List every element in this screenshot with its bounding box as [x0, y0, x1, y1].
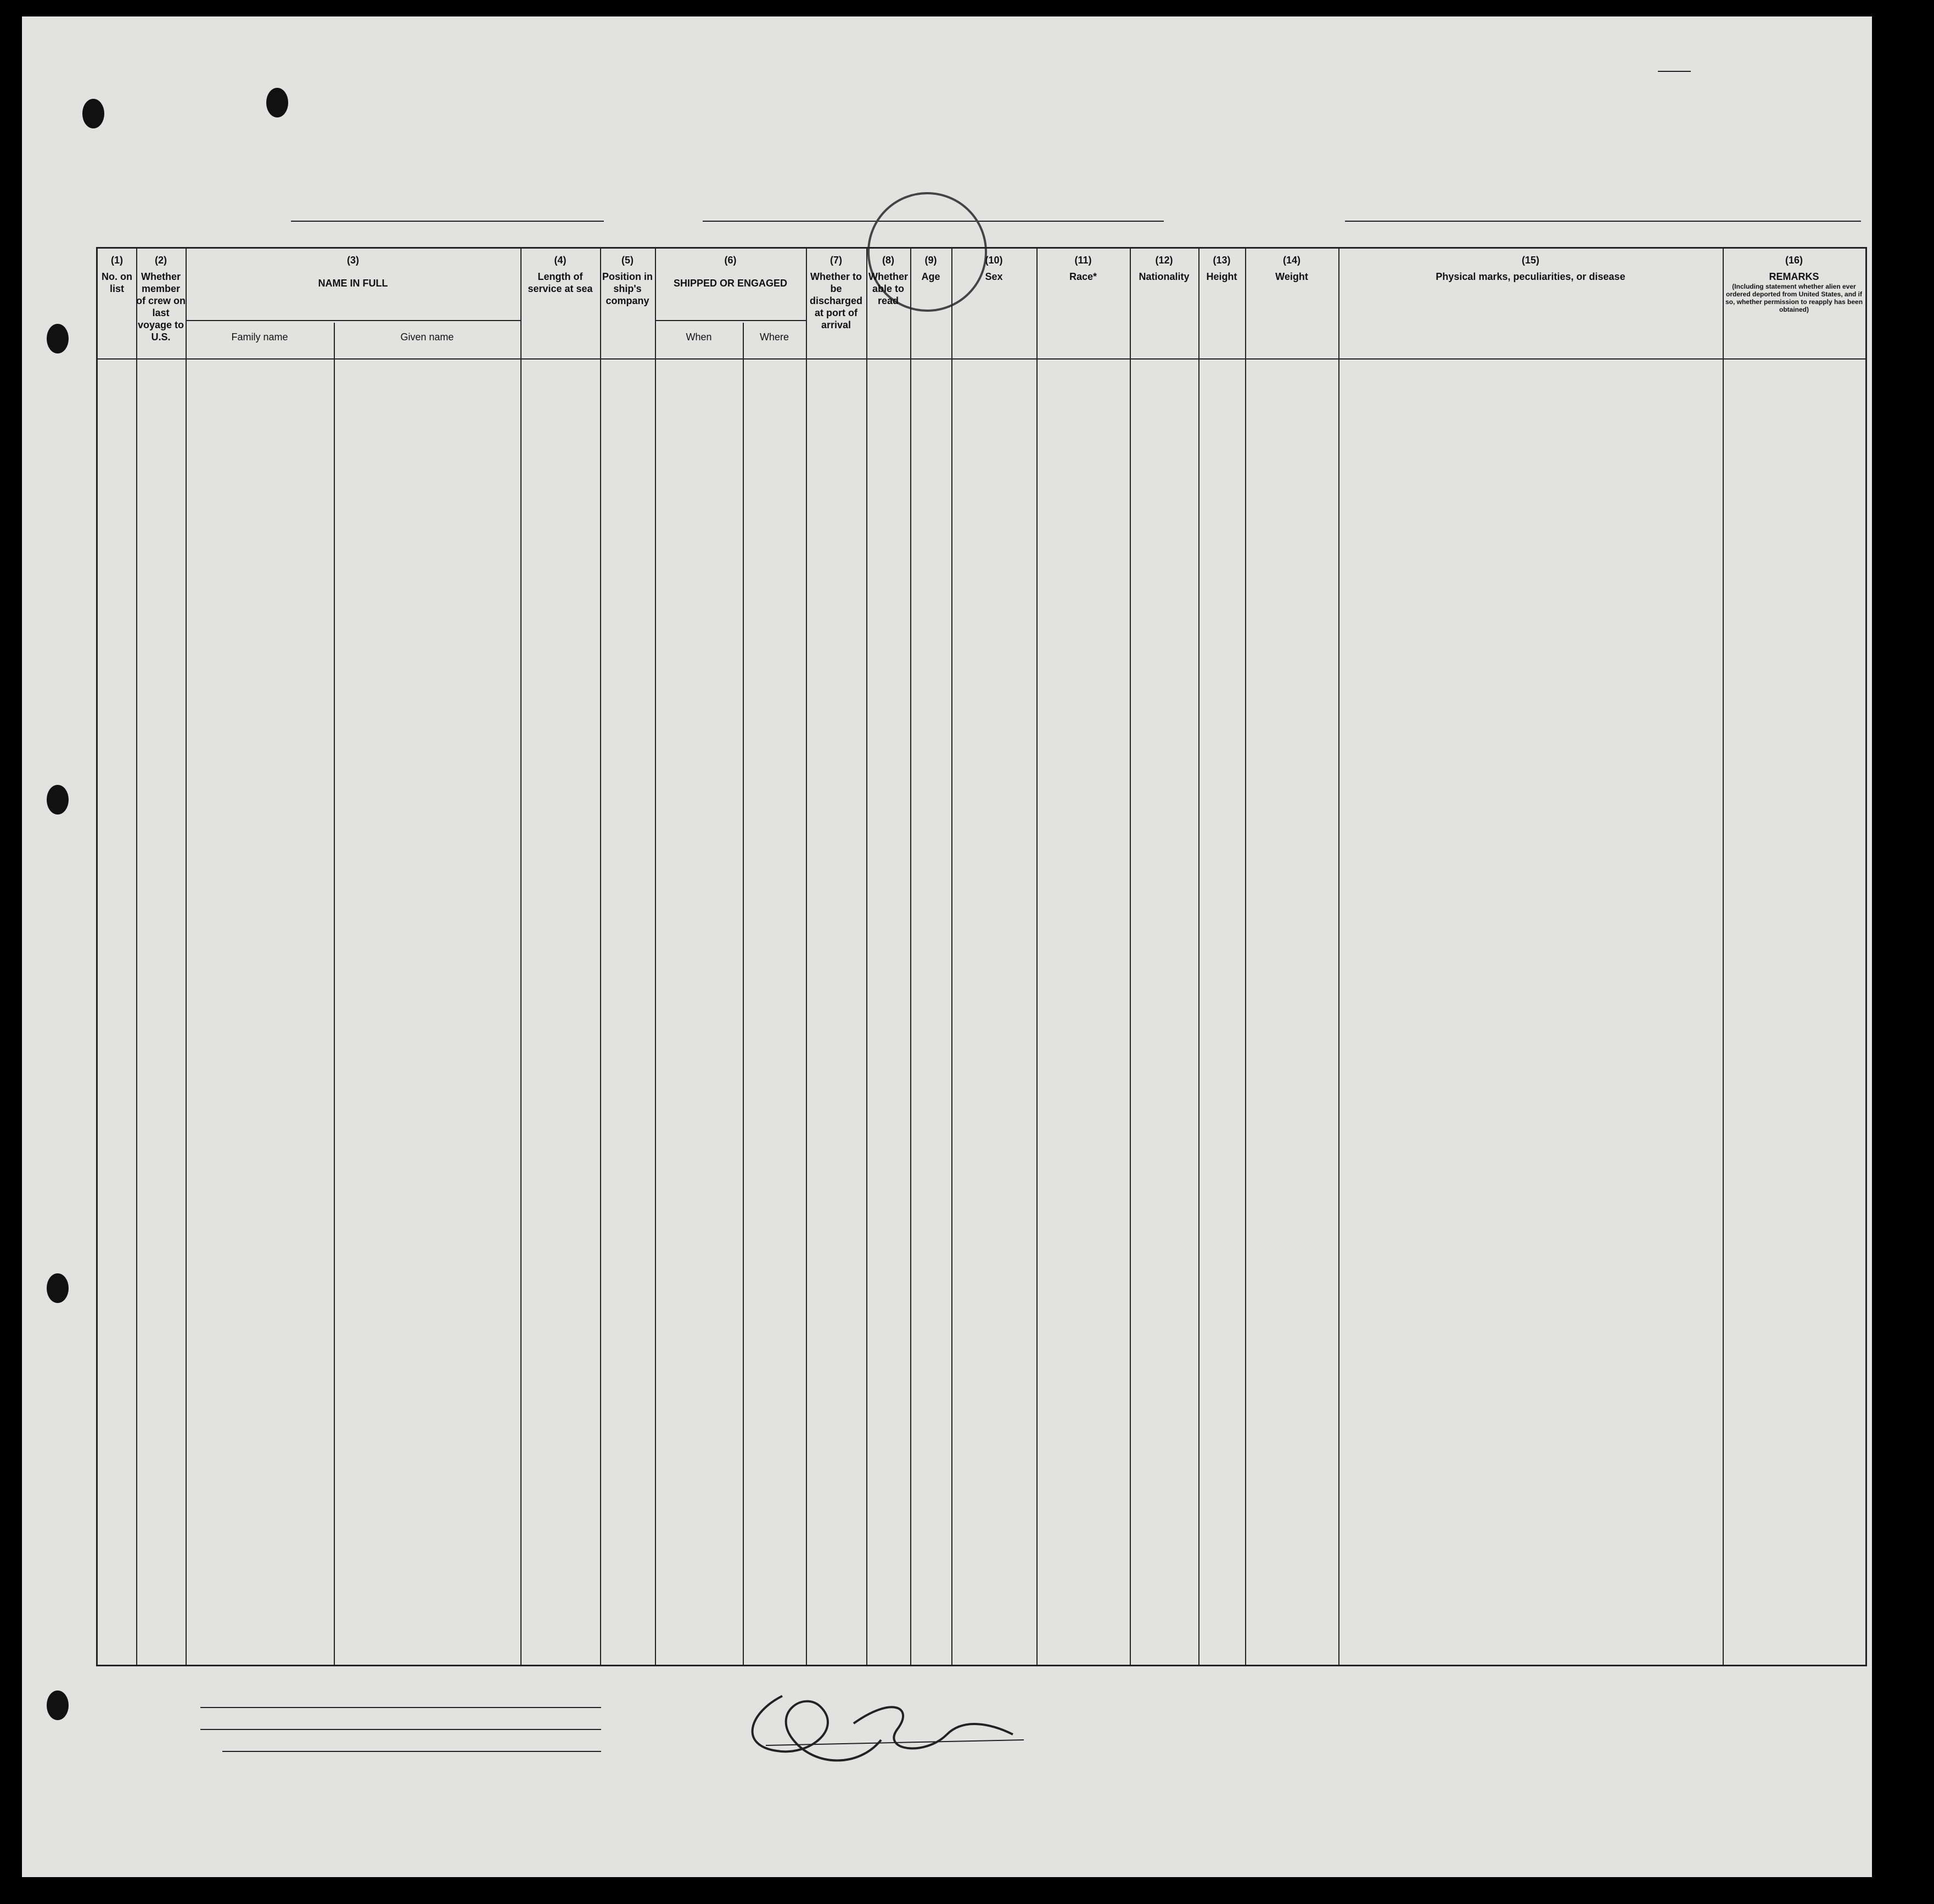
column-label: Sex — [985, 271, 1003, 282]
column-header — [136, 254, 186, 343]
column-header — [600, 254, 655, 307]
column-sublabel: When — [686, 332, 712, 342]
column-header — [520, 254, 600, 295]
column-label: REMARKS — [1769, 271, 1819, 282]
column-sublabel: Given name — [400, 332, 454, 342]
column-header — [1723, 254, 1865, 313]
column-number: (2) — [155, 255, 167, 266]
column-header — [655, 254, 806, 289]
column-header — [1338, 254, 1723, 283]
column-label: Whether member of crew on last voyage to U.S. — [136, 271, 186, 342]
manifest-sheet — [22, 16, 1872, 1877]
column-header — [806, 254, 866, 331]
column-label: Whether to be discharged at port of arrival — [809, 271, 863, 330]
column-header — [1036, 254, 1130, 283]
column-label: Whether able to read — [868, 271, 908, 306]
column-header — [1130, 254, 1198, 283]
punch-hole — [47, 785, 69, 815]
vessel-info-row — [104, 198, 1861, 231]
column-number: (13) — [1213, 255, 1231, 266]
column-header — [1198, 254, 1245, 283]
column-header — [186, 254, 520, 289]
column-label: Race* — [1069, 271, 1097, 282]
column-number: (3) — [347, 255, 359, 266]
column-number: (15) — [1521, 255, 1539, 266]
column-number: (16) — [1785, 255, 1803, 266]
column-number: (6) — [724, 255, 737, 266]
inspector-signature — [716, 1674, 1057, 1784]
column-number: (10) — [985, 255, 1003, 266]
column-label: Position in ship's company — [602, 271, 653, 306]
punch-hole — [47, 1273, 69, 1303]
column-note: (Including statement whether alien ever ordered deported from United States, and if so, whether permission to reapply has been obtained) — [1725, 283, 1863, 313]
column-label: Length of service at sea — [528, 271, 593, 294]
column-number: (14) — [1282, 255, 1300, 266]
column-number: (4) — [554, 255, 567, 266]
column-header — [910, 254, 951, 283]
column-number: (11) — [1074, 255, 1092, 266]
column-number: (5) — [621, 255, 634, 266]
column-label: No. on list — [102, 271, 132, 294]
column-number: (12) — [1155, 255, 1173, 266]
column-sublabel: Where — [759, 332, 789, 342]
crew-table — [96, 247, 1867, 1666]
column-label: Age — [921, 271, 940, 282]
column-sublabel: Family name — [231, 332, 288, 342]
column-number: (9) — [924, 255, 937, 266]
punch-hole — [47, 1690, 69, 1720]
punch-hole — [266, 88, 288, 117]
column-number: (7) — [830, 255, 842, 266]
column-label: Physical marks, peculiarities, or disease — [1436, 271, 1625, 282]
column-header — [98, 254, 136, 295]
column-number: (8) — [882, 255, 894, 266]
column-label: Nationality — [1139, 271, 1190, 282]
column-header — [1245, 254, 1338, 283]
column-header — [951, 254, 1036, 283]
punch-hole — [82, 99, 104, 128]
column-label: Weight — [1275, 271, 1308, 282]
sheet-number — [1647, 55, 1691, 71]
column-label: NAME IN FULL — [318, 278, 388, 289]
column-header — [866, 254, 910, 307]
footer — [96, 1685, 1864, 1866]
sheet-value — [1658, 55, 1691, 72]
column-label: Height — [1206, 271, 1237, 282]
column-label: SHIPPED OR ENGAGED — [673, 278, 788, 289]
column-number: (1) — [111, 255, 123, 266]
punch-hole — [47, 324, 69, 353]
